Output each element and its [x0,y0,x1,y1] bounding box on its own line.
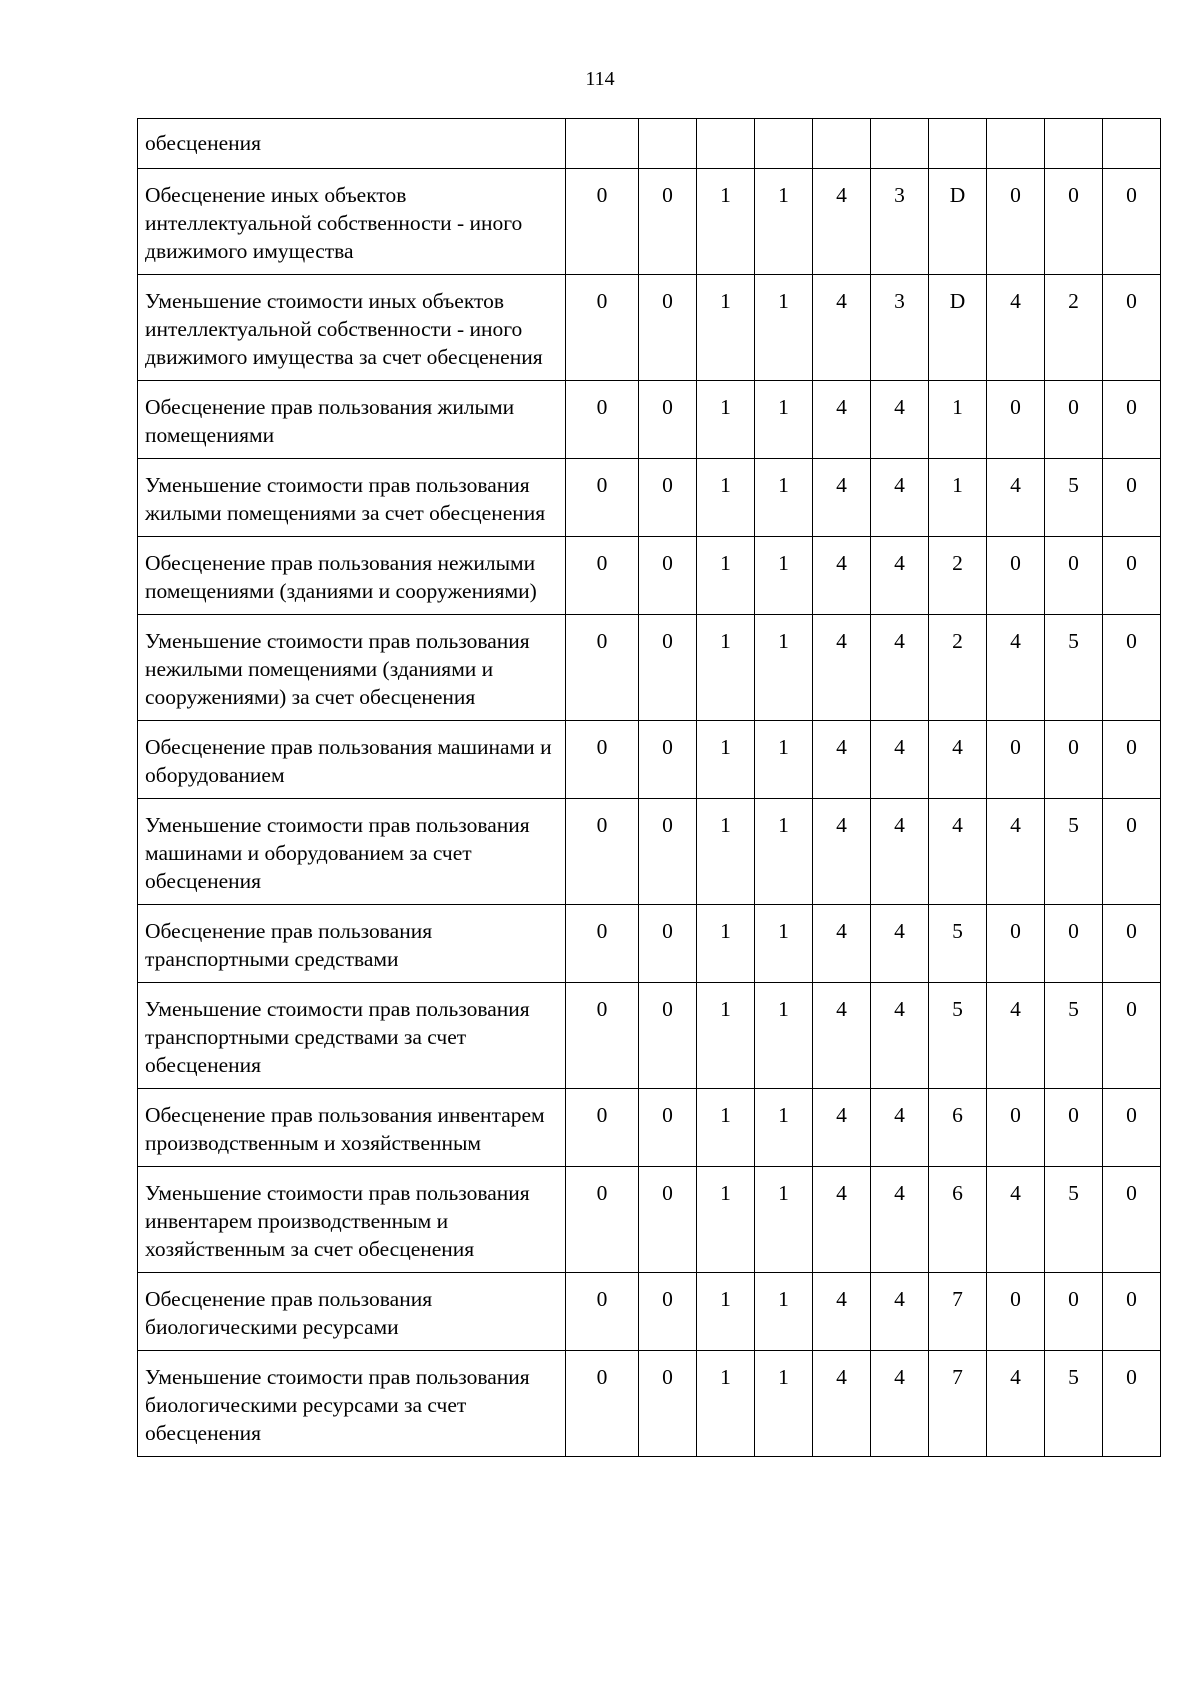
code-digit-5: 4 [813,799,871,905]
code-digit-10 [1103,119,1161,169]
code-digit-7: 5 [929,905,987,983]
page-number: 114 [585,68,615,90]
code-digit-10: 0 [1103,275,1161,381]
code-digit-5: 4 [813,459,871,537]
code-digit-10: 0 [1103,1167,1161,1273]
row-name: Обесценение иных объектов интеллектуальной собственности - иного движимого имущества [138,169,566,275]
code-digit-8: 4 [987,459,1045,537]
code-digit-5: 4 [813,615,871,721]
code-digit-6: 4 [871,381,929,459]
code-digit-3: 1 [697,1273,755,1351]
code-digit-2: 0 [639,1089,697,1167]
code-digit-5: 4 [813,381,871,459]
code-digit-3: 1 [697,905,755,983]
code-digit-7: 1 [929,381,987,459]
code-digit-7 [929,119,987,169]
code-digit-6: 4 [871,615,929,721]
row-name: Обесценение прав пользования жилыми помещениями [138,381,566,459]
code-digit-5: 4 [813,537,871,615]
code-digit-10: 0 [1103,799,1161,905]
code-digit-8: 4 [987,1351,1045,1457]
code-digit-5: 4 [813,905,871,983]
code-digit-2: 0 [639,1351,697,1457]
code-digit-5: 4 [813,1089,871,1167]
code-digit-6: 4 [871,1167,929,1273]
table-row [138,799,1161,905]
row-name: Обесценение прав пользования инвентарем производственным и хозяйственным [138,1089,566,1167]
code-digit-1: 0 [566,615,639,721]
code-digit-7: 2 [929,615,987,721]
code-digit-8: 0 [987,537,1045,615]
table-row [138,1351,1161,1457]
code-digit-2: 0 [639,537,697,615]
code-digit-4 [755,119,813,169]
code-digit-9: 5 [1045,615,1103,721]
code-digit-6: 4 [871,721,929,799]
code-digit-2: 0 [639,721,697,799]
code-digit-4: 1 [755,1089,813,1167]
code-digit-2: 0 [639,381,697,459]
code-digit-8 [987,119,1045,169]
row-name: Уменьшение стоимости прав пользования инвентарем производственным и хозяйственным за счет обесценения [138,1167,566,1273]
code-digit-4: 1 [755,1273,813,1351]
code-digit-6: 4 [871,905,929,983]
code-digit-9: 0 [1045,905,1103,983]
code-digit-8: 0 [987,381,1045,459]
code-digit-7: D [929,169,987,275]
table-row [138,381,1161,459]
code-digit-3 [697,119,755,169]
row-name: обесценения [138,119,566,169]
code-digit-8: 4 [987,615,1045,721]
code-digit-3: 1 [697,983,755,1089]
code-digit-9 [1045,119,1103,169]
code-digit-6 [871,119,929,169]
code-digit-2: 0 [639,1273,697,1351]
code-digit-1: 0 [566,275,639,381]
code-digit-9: 0 [1045,537,1103,615]
code-digit-1: 0 [566,459,639,537]
code-digit-10: 0 [1103,459,1161,537]
table-row [138,537,1161,615]
code-digit-2 [639,119,697,169]
code-digit-5: 4 [813,1351,871,1457]
code-digit-7: 1 [929,459,987,537]
code-digit-2: 0 [639,799,697,905]
code-digit-10: 0 [1103,615,1161,721]
code-digit-6: 4 [871,537,929,615]
code-digit-1: 0 [566,381,639,459]
code-digit-10: 0 [1103,381,1161,459]
code-digit-9: 0 [1045,1273,1103,1351]
code-digit-3: 1 [697,721,755,799]
code-digit-7: 4 [929,721,987,799]
code-digit-1: 0 [566,905,639,983]
code-digit-6: 3 [871,169,929,275]
code-digit-8: 0 [987,1273,1045,1351]
code-digit-9: 5 [1045,1351,1103,1457]
code-digit-8: 0 [987,169,1045,275]
code-digit-4: 1 [755,615,813,721]
code-digit-6: 3 [871,275,929,381]
code-digit-6: 4 [871,983,929,1089]
code-digit-9: 5 [1045,459,1103,537]
code-digit-8: 0 [987,905,1045,983]
row-name: Уменьшение стоимости прав пользования машинами и оборудованием за счет обесценения [138,799,566,905]
code-digit-10: 0 [1103,905,1161,983]
code-digit-7: 2 [929,537,987,615]
table-row [138,1167,1161,1273]
code-digit-5: 4 [813,721,871,799]
code-digit-1: 0 [566,537,639,615]
code-digit-8: 4 [987,799,1045,905]
code-digit-1: 0 [566,721,639,799]
code-digit-2: 0 [639,1167,697,1273]
code-digit-7: 4 [929,799,987,905]
row-name: Уменьшение стоимости прав пользования нежилыми помещениями (зданиями и сооружениями) за счет обесценения [138,615,566,721]
code-digit-10: 0 [1103,1273,1161,1351]
code-digit-5: 4 [813,983,871,1089]
code-digit-9: 0 [1045,169,1103,275]
row-name: Уменьшение стоимости прав пользования транспортными средствами за счет обесценения [138,983,566,1089]
code-digit-4: 1 [755,905,813,983]
code-digit-1: 0 [566,799,639,905]
code-digit-5: 4 [813,1273,871,1351]
table-row [138,275,1161,381]
code-digit-1: 0 [566,1351,639,1457]
code-digit-2: 0 [639,275,697,381]
code-digit-5 [813,119,871,169]
code-digit-2: 0 [639,905,697,983]
table-row [138,615,1161,721]
code-digit-3: 1 [697,1089,755,1167]
code-digit-6: 4 [871,459,929,537]
code-digit-7: 7 [929,1351,987,1457]
code-digit-8: 4 [987,1167,1045,1273]
code-digit-6: 4 [871,799,929,905]
code-digit-4: 1 [755,1167,813,1273]
code-digit-3: 1 [697,1351,755,1457]
table-row [138,119,1161,169]
code-digit-7: D [929,275,987,381]
code-digit-3: 1 [697,169,755,275]
table-row [138,721,1161,799]
code-digit-1: 0 [566,983,639,1089]
row-name: Уменьшение стоимости иных объектов интеллектуальной собственности - иного движимого имущества за счет обесценения [138,275,566,381]
table-row [138,169,1161,275]
code-digit-7: 6 [929,1167,987,1273]
table-row [138,983,1161,1089]
code-digit-9: 5 [1045,799,1103,905]
code-digit-8: 0 [987,721,1045,799]
code-digit-2: 0 [639,459,697,537]
code-digit-9: 5 [1045,983,1103,1089]
code-digit-1: 0 [566,1167,639,1273]
code-digit-1 [566,119,639,169]
code-digit-9: 0 [1045,1089,1103,1167]
code-digit-9: 2 [1045,275,1103,381]
code-digit-8: 0 [987,1089,1045,1167]
code-digit-10: 0 [1103,169,1161,275]
code-digit-9: 0 [1045,381,1103,459]
code-digit-4: 1 [755,459,813,537]
code-digit-8: 4 [987,275,1045,381]
code-digit-3: 1 [697,537,755,615]
code-digit-3: 1 [697,381,755,459]
row-name: Уменьшение стоимости прав пользования биологическими ресурсами за счет обесценения [138,1351,566,1457]
table-row [138,1273,1161,1351]
code-digit-4: 1 [755,983,813,1089]
code-digit-5: 4 [813,169,871,275]
row-name: Обесценение прав пользования транспортными средствами [138,905,566,983]
code-digit-1: 0 [566,1273,639,1351]
code-digit-4: 1 [755,1351,813,1457]
code-digit-10: 0 [1103,721,1161,799]
code-digit-2: 0 [639,983,697,1089]
code-digit-4: 1 [755,169,813,275]
code-digit-10: 0 [1103,537,1161,615]
account-codes-table [137,118,1161,1457]
code-digit-8: 4 [987,983,1045,1089]
row-name: Обесценение прав пользования биологическими ресурсами [138,1273,566,1351]
code-digit-4: 1 [755,381,813,459]
code-digit-4: 1 [755,799,813,905]
code-digit-6: 4 [871,1089,929,1167]
code-digit-7: 6 [929,1089,987,1167]
code-digit-5: 4 [813,1167,871,1273]
code-digit-3: 1 [697,459,755,537]
code-digit-10: 0 [1103,983,1161,1089]
code-digit-6: 4 [871,1273,929,1351]
row-name: Уменьшение стоимости прав пользования жилыми помещениями за счет обесценения [138,459,566,537]
code-digit-5: 4 [813,275,871,381]
code-digit-4: 1 [755,721,813,799]
code-digit-3: 1 [697,615,755,721]
code-digit-4: 1 [755,275,813,381]
row-name: Обесценение прав пользования машинами и оборудованием [138,721,566,799]
row-name: Обесценение прав пользования нежилыми помещениями (зданиями и сооружениями) [138,537,566,615]
table-row [138,905,1161,983]
table-row [138,1089,1161,1167]
code-digit-7: 5 [929,983,987,1089]
code-digit-6: 4 [871,1351,929,1457]
code-digit-3: 1 [697,799,755,905]
table-row [138,459,1161,537]
code-digit-2: 0 [639,615,697,721]
code-digit-2: 0 [639,169,697,275]
code-digit-3: 1 [697,275,755,381]
code-digit-10: 0 [1103,1351,1161,1457]
code-digit-3: 1 [697,1167,755,1273]
code-digit-1: 0 [566,169,639,275]
code-digit-1: 0 [566,1089,639,1167]
code-digit-9: 0 [1045,721,1103,799]
code-digit-10: 0 [1103,1089,1161,1167]
code-digit-7: 7 [929,1273,987,1351]
code-digit-9: 5 [1045,1167,1103,1273]
code-digit-4: 1 [755,537,813,615]
